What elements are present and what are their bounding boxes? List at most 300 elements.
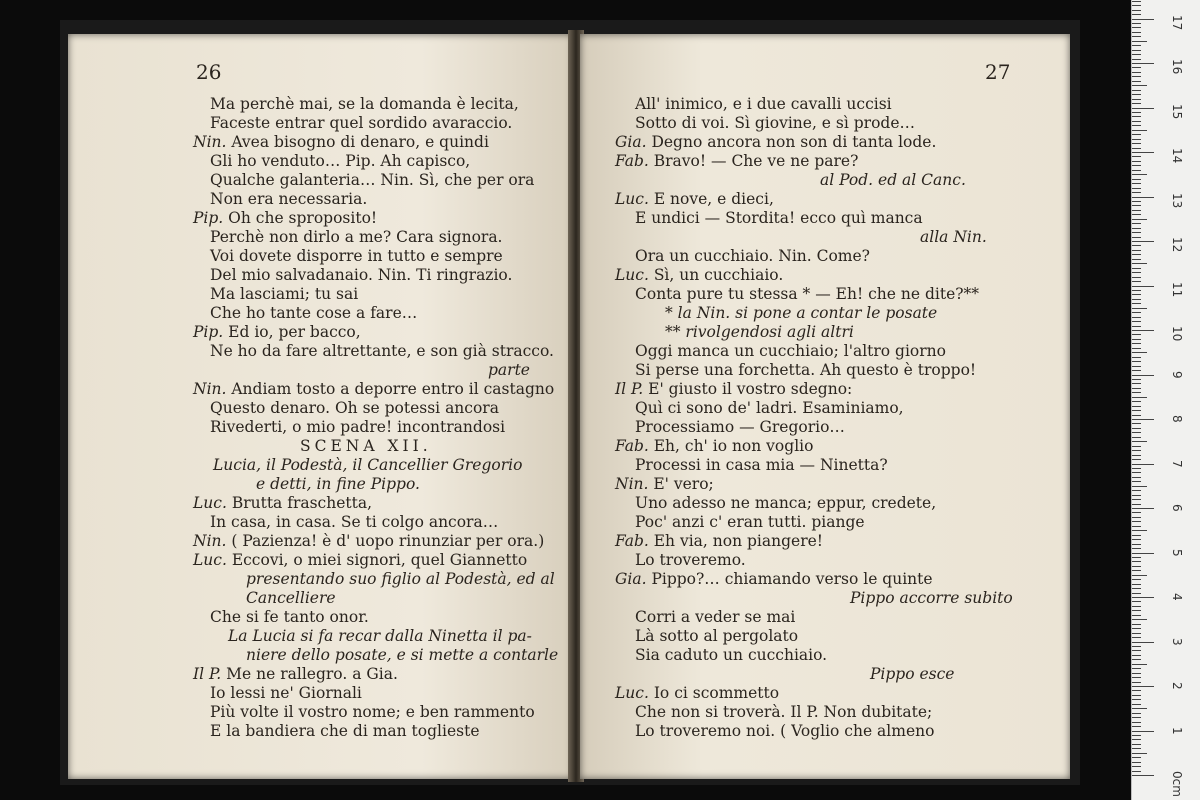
ruler-tick: [1132, 410, 1141, 411]
stage-direction: La Lucia si fa recar dalla Ninetta il pa-: [228, 627, 532, 645]
stage-direction: Pippo esce: [870, 665, 955, 683]
dialogue-text: Lo troveremo noi. ( Voglio che almeno: [635, 722, 935, 740]
ruler-tick: [1132, 290, 1141, 291]
ruler-tick: [1132, 67, 1141, 68]
ruler-tick: [1132, 588, 1141, 589]
ruler-tick: [1132, 232, 1141, 233]
ruler-tick: [1132, 397, 1147, 398]
text-line: [210, 342, 554, 360]
ruler-tick: [1132, 628, 1141, 629]
dialogue-text: Oggi manca un cucchiaio; l'altro giorno: [635, 342, 946, 360]
ruler-tick: [1132, 152, 1154, 153]
ruler-tick: [1132, 170, 1141, 171]
ruler-tick: [1132, 254, 1141, 255]
ruler-tick: [1132, 428, 1141, 429]
ruler-label: 2: [1170, 682, 1184, 690]
dialogue-text: Lo troveremo.: [635, 551, 746, 569]
dialogue-text: Oh che sproposito!: [228, 209, 378, 227]
text-line: [210, 266, 512, 284]
ruler-label: 14: [1170, 148, 1184, 164]
dialogue-text: E' giusto il vostro sdegno:: [648, 380, 853, 398]
ruler-tick: [1132, 757, 1141, 758]
dialogue-text: Faceste entrar quel sordido avaraccio.: [210, 114, 513, 132]
ruler-tick: [1132, 99, 1141, 100]
text-line: [615, 684, 779, 702]
speaker-name: Nin.: [193, 133, 232, 151]
dialogue-text: Che ho tante cose a fare…: [210, 304, 418, 322]
dialogue-text: Ed io, per bacco,: [228, 323, 361, 341]
ruler-tick: [1132, 762, 1141, 763]
ruler-tick: [1132, 308, 1147, 309]
dialogue-text: E' vero;: [653, 475, 714, 493]
stage-direction: Cancelliere: [246, 589, 336, 607]
dialogue-text: Rivederti, o mio padre! incontrandosi: [210, 418, 506, 436]
ruler-tick: [1132, 19, 1154, 20]
ruler-tick: [1132, 695, 1141, 696]
page-number: 26: [196, 60, 222, 84]
right-page: [580, 34, 1070, 779]
text-line: [635, 513, 865, 531]
text-line: [193, 133, 489, 151]
ruler-tick: [1132, 570, 1141, 571]
ruler-label: 15: [1170, 103, 1184, 119]
ruler-tick: [1132, 477, 1141, 478]
text-line: [615, 152, 858, 170]
ruler-label: 7: [1170, 459, 1184, 468]
ruler-tick: [1132, 406, 1141, 407]
speaker-name: Luc.: [193, 551, 232, 569]
ruler-tick: [1132, 197, 1154, 198]
ruler-tick: [1132, 357, 1141, 358]
stage-direction: Pippo accorre subito: [850, 589, 1013, 607]
ruler-tick: [1132, 615, 1141, 616]
ruler-tick: [1132, 775, 1154, 776]
dialogue-text: E la bandiera che di man toglieste: [210, 722, 480, 740]
ruler-tick: [1132, 401, 1141, 402]
dialogue-text: ( Pazienza! è d' uopo rinunziar per ora.): [231, 532, 545, 550]
text-line: [870, 665, 954, 683]
dialogue-text: Ma lasciami; tu sai: [210, 285, 359, 303]
ruler-tick: [1132, 281, 1141, 282]
ruler-tick: [1132, 361, 1141, 362]
dialogue-text: Qualche galanteria… Nin. Sì, che per ora: [210, 171, 535, 189]
ruler-tick: [1132, 219, 1147, 220]
text-line: [210, 152, 470, 170]
ruler-tick: [1132, 593, 1141, 594]
speaker-name: Luc.: [615, 684, 654, 702]
speaker-name: Pip.: [193, 323, 229, 341]
ruler-tick: [1132, 375, 1154, 376]
text-line: [635, 209, 923, 227]
ruler-tick: [1132, 619, 1147, 620]
stage-direction: presentando suo figlio al Podestà, ed al: [246, 570, 555, 588]
text-line: [210, 722, 480, 740]
ruler-tick: [1132, 343, 1141, 344]
ruler-label: 17: [1170, 14, 1184, 30]
dialogue-text: E undici — Stordita! ecco quì manca: [635, 209, 923, 227]
dialogue-text: Ma perchè mai, se la domanda è lecita,: [210, 95, 519, 113]
scene-heading: SCENA XII.: [300, 437, 432, 455]
text-line: [210, 190, 367, 208]
ruler-tick: [1132, 664, 1147, 665]
ruler-tick: [1132, 90, 1141, 91]
ruler-tick: [1132, 610, 1141, 611]
ruler-tick: [1132, 642, 1154, 643]
speaker-name: Nin.: [193, 532, 232, 550]
ruler-tick: [1132, 579, 1141, 580]
ruler-label: 8: [1170, 415, 1184, 423]
ruler-tick: [1132, 415, 1141, 416]
dialogue-text: Corri a veder se mai: [635, 608, 796, 626]
text-line: [615, 570, 933, 588]
text-line: [615, 266, 783, 284]
ruler-tick: [1132, 495, 1141, 496]
ruler-tick: [1132, 303, 1141, 304]
ruler-tick: [1132, 317, 1141, 318]
ruler-tick: [1132, 713, 1141, 714]
ruler-tick: [1132, 468, 1141, 469]
ruler-tick: [1132, 650, 1141, 651]
text-line: [635, 494, 936, 512]
dialogue-text: Me ne rallegro. a Gia.: [226, 665, 398, 683]
text-line: [210, 114, 512, 132]
ruler-tick: [1132, 352, 1147, 353]
ruler-tick: [1132, 370, 1141, 371]
ruler-tick: [1132, 753, 1147, 754]
ruler-tick: [1132, 130, 1147, 131]
text-line: [210, 418, 505, 436]
ruler-tick: [1132, 179, 1141, 180]
dialogue-text: Si perse una forchetta. Ah questo è troppo!: [635, 361, 977, 379]
measuring-ruler: [1131, 0, 1200, 800]
ruler-tick: [1132, 14, 1141, 15]
ruler-tick: [1132, 272, 1141, 273]
ruler-tick: [1132, 259, 1141, 260]
dialogue-text: Che si fe tanto onor.: [210, 608, 369, 626]
page-number: 27: [985, 60, 1011, 84]
text-line: [213, 456, 522, 474]
ruler-tick: [1132, 94, 1141, 95]
ruler-tick: [1132, 423, 1141, 424]
ruler-tick: [1132, 521, 1141, 522]
stage-direction: e detti, in fine Pippo.: [256, 475, 420, 493]
text-line: [193, 532, 544, 550]
ruler-tick: [1132, 490, 1141, 491]
ruler-tick: [1132, 326, 1141, 327]
ruler-tick: [1132, 726, 1141, 727]
text-line: [210, 684, 362, 702]
speaker-name: Fab.: [615, 437, 654, 455]
dialogue-text: Più volte il vostro nome; e ben rammento: [210, 703, 535, 721]
dialogue-text: Avea bisogno di denaro, e quindi: [231, 133, 489, 151]
ruler-tick: [1132, 134, 1141, 135]
dialogue-text: Sia caduto un cucchiaio.: [635, 646, 828, 664]
ruler-tick: [1132, 553, 1154, 554]
text-line: [635, 456, 888, 474]
speaker-name: Gia.: [615, 133, 652, 151]
ruler-tick: [1132, 392, 1141, 393]
ruler-tick: [1132, 677, 1141, 678]
text-line: [210, 285, 358, 303]
left-page: [68, 34, 573, 779]
text-line: [615, 437, 813, 455]
ruler-tick: [1132, 139, 1141, 140]
ruler-tick: [1132, 419, 1154, 420]
text-line: [665, 304, 937, 322]
speaker-name: Nin.: [193, 380, 232, 398]
text-line: [246, 570, 555, 588]
ruler-tick: [1132, 682, 1141, 683]
ruler-tick: [1132, 597, 1154, 598]
speaker-name: Luc.: [615, 190, 654, 208]
dialogue-text: Pippo?… chiamando verso le quinte: [651, 570, 933, 588]
ruler-tick: [1132, 557, 1141, 558]
dialogue-text: Del mio salvadanaio. Nin. Ti ringrazio.: [210, 266, 513, 284]
text-line: [635, 722, 934, 740]
ruler-tick: [1132, 45, 1141, 46]
ruler-tick: [1132, 76, 1141, 77]
dialogue-text: E nove, e dieci,: [653, 190, 774, 208]
ruler-label: 11: [1170, 281, 1184, 297]
ruler-tick: [1132, 103, 1141, 104]
ruler-tick: [1132, 646, 1141, 647]
text-line: [635, 608, 795, 626]
ruler-tick: [1132, 32, 1141, 33]
ruler-tick: [1132, 535, 1141, 536]
dialogue-text: Degno ancora non son di tanta lode.: [651, 133, 937, 151]
ruler-tick: [1132, 624, 1141, 625]
dialogue-text: All' inimico, e i due cavalli uccisi: [635, 95, 892, 113]
text-line: [635, 247, 870, 265]
ruler-tick: [1132, 286, 1154, 287]
text-line: [246, 646, 558, 664]
ruler-tick: [1132, 54, 1141, 55]
ruler-tick: [1132, 334, 1141, 335]
ruler-tick: [1132, 544, 1141, 545]
ruler-tick: [1132, 512, 1141, 513]
text-line: [210, 513, 498, 531]
stage-direction: niere dello posate, e si mette a contarle: [246, 646, 559, 664]
ruler-tick: [1132, 601, 1141, 602]
text-line: [635, 551, 746, 569]
text-line: [210, 247, 503, 265]
text-line: [635, 114, 915, 132]
ruler-tick: [1132, 214, 1141, 215]
ruler-tick: [1132, 455, 1141, 456]
ruler-tick: [1132, 121, 1141, 122]
ruler-tick: [1132, 50, 1141, 51]
speaker-name: Pip.: [193, 209, 229, 227]
ruler-tick: [1132, 241, 1154, 242]
speaker-name: Il P.: [615, 380, 649, 398]
ruler-tick: [1132, 321, 1141, 322]
dialogue-text: Eh via, non piangere!: [653, 532, 824, 550]
ruler-tick: [1132, 446, 1141, 447]
dialogue-text: Perchè non dirlo a me? Cara signora.: [210, 228, 503, 246]
open-book: [60, 20, 1080, 785]
text-line: [210, 703, 535, 721]
ruler-label: 13: [1170, 192, 1184, 208]
ruler-tick: [1132, 81, 1141, 82]
ruler-tick: [1132, 575, 1147, 576]
dialogue-text: Processiamo — Gregorio…: [635, 418, 845, 436]
stage-direction: alla Nin.: [920, 228, 987, 246]
text-line: [193, 551, 527, 569]
text-line: [635, 342, 946, 360]
dialogue-text: Io ci scommetto: [653, 684, 780, 702]
ruler-tick: [1132, 5, 1141, 6]
ruler-tick: [1132, 517, 1141, 518]
ruler-tick: [1132, 116, 1141, 117]
ruler-tick: [1132, 156, 1141, 157]
ruler-tick: [1132, 668, 1141, 669]
ruler-tick: [1132, 277, 1141, 278]
ruler-tick: [1132, 722, 1141, 723]
ruler-tick: [1132, 744, 1141, 745]
text-line: [820, 171, 966, 189]
dialogue-text: Quì ci sono de' ladri. Esaminiamo,: [635, 399, 904, 417]
ruler-tick: [1132, 655, 1141, 656]
dialogue-text: Ora un cucchiaio. Nin. Come?: [635, 247, 870, 265]
dialogue-text: Questo denaro. Oh se potessi ancora: [210, 399, 499, 417]
dialogue-text: Là sotto al pergolato: [635, 627, 799, 645]
text-line: [193, 665, 398, 683]
dialogue-text: Eccovi, o miei signori, quel Giannetto: [231, 551, 528, 569]
ruler-tick: [1132, 348, 1141, 349]
ruler-tick: [1132, 748, 1141, 749]
text-line: [615, 133, 936, 151]
ruler-tick: [1132, 766, 1141, 767]
text-line: [615, 190, 774, 208]
text-line: [635, 399, 904, 417]
ruler-tick: [1132, 330, 1154, 331]
text-line: [635, 418, 845, 436]
ruler-tick: [1132, 464, 1154, 465]
ruler-tick: [1132, 539, 1141, 540]
ruler-tick: [1132, 10, 1141, 11]
dialogue-text: Sì, un cucchiaio.: [653, 266, 784, 284]
ruler-tick: [1132, 432, 1141, 433]
speaker-name: Luc.: [615, 266, 654, 284]
ruler-label: 10: [1170, 326, 1184, 342]
ruler-tick: [1132, 504, 1141, 505]
text-line: [615, 532, 823, 550]
text-line: [635, 646, 827, 664]
ruler-tick: [1132, 205, 1141, 206]
text-line: [193, 209, 377, 227]
ruler-tick: [1132, 143, 1141, 144]
ruler-tick: [1132, 339, 1141, 340]
ruler-label: 4: [1170, 593, 1184, 601]
text-line: [920, 228, 987, 246]
text-line: [193, 323, 361, 341]
dialogue-text: Poc' anzi c' eran tutti. piange: [635, 513, 865, 531]
ruler-tick: [1132, 450, 1141, 451]
dialogue-text: Processi in casa mia — Ninetta?: [635, 456, 888, 474]
text-line: [210, 171, 534, 189]
dialogue-text: In casa, in casa. Se ti colgo ancora…: [210, 513, 499, 531]
ruler-label: 1: [1170, 726, 1184, 735]
dialogue-text: Brutta fraschetta,: [231, 494, 373, 512]
ruler-tick: [1132, 125, 1141, 126]
ruler-tick: [1132, 263, 1147, 264]
ruler-tick: [1132, 201, 1141, 202]
dialogue-text: Conta pure tu stessa * — Eh! che ne dite?**: [635, 285, 980, 303]
ruler-tick: [1132, 1, 1141, 2]
text-line: [246, 589, 336, 607]
text-line: [635, 627, 798, 645]
ruler-label: 16: [1170, 59, 1184, 75]
text-line: [615, 475, 714, 493]
dialogue-text: Bravo! — Che ve ne pare?: [653, 152, 859, 170]
ruler-tick: [1132, 771, 1141, 772]
ruler-tick: [1132, 59, 1141, 60]
ruler-label: 12: [1170, 237, 1184, 253]
dialogue-text: Che non si troverà. Il P. Non dubitate;: [635, 703, 933, 721]
text-line: [193, 494, 372, 512]
speaker-name: Il P.: [193, 665, 227, 683]
ruler-tick: [1132, 708, 1147, 709]
dialogue-text: Sotto di voi. Sì giovine, e sì prode…: [635, 114, 916, 132]
ruler-tick: [1132, 192, 1141, 193]
ruler-tick: [1132, 294, 1141, 295]
stage-direction: ** rivolgendosi agli altri: [665, 323, 854, 341]
ruler-tick: [1132, 250, 1141, 251]
ruler-tick: [1132, 388, 1141, 389]
text-line: [193, 380, 554, 398]
ruler-tick: [1132, 735, 1141, 736]
ruler-tick: [1132, 437, 1141, 438]
ruler-tick: [1132, 223, 1141, 224]
ruler-label: 5: [1170, 548, 1184, 557]
ruler-label: 3: [1170, 637, 1184, 646]
ruler-tick: [1132, 699, 1141, 700]
text-line: [300, 437, 432, 455]
text-line: [665, 323, 854, 341]
ruler-tick: [1132, 148, 1141, 149]
ruler-label: 6: [1170, 504, 1184, 512]
ruler-label: 0cm: [1170, 771, 1184, 797]
ruler-tick: [1132, 41, 1147, 42]
text-line: [635, 285, 979, 303]
ruler-tick: [1132, 36, 1141, 37]
text-line: [615, 380, 852, 398]
ruler-tick: [1132, 237, 1141, 238]
ruler-tick: [1132, 731, 1154, 732]
stage-direction: parte: [488, 361, 530, 379]
ruler-tick: [1132, 312, 1141, 313]
ruler-tick: [1132, 530, 1147, 531]
ruler-tick: [1132, 717, 1141, 718]
ruler-tick: [1132, 739, 1141, 740]
ruler-tick: [1132, 561, 1141, 562]
text-line: [635, 95, 892, 113]
ruler-tick: [1132, 486, 1147, 487]
stage-direction: * la Nin. si pone a contar le posate: [665, 304, 938, 322]
ruler-tick: [1132, 704, 1141, 705]
text-line: [635, 703, 932, 721]
ruler-tick: [1132, 690, 1141, 691]
ruler-tick: [1132, 228, 1141, 229]
ruler-tick: [1132, 459, 1141, 460]
ruler-tick: [1132, 174, 1147, 175]
ruler-tick: [1132, 383, 1141, 384]
dialogue-text: Ne ho da fare altrettante, e son già stracco.: [210, 342, 554, 360]
ruler-tick: [1132, 27, 1141, 28]
speaker-name: Luc.: [193, 494, 232, 512]
dialogue-text: Non era necessaria.: [210, 190, 368, 208]
text-line: [210, 95, 519, 113]
